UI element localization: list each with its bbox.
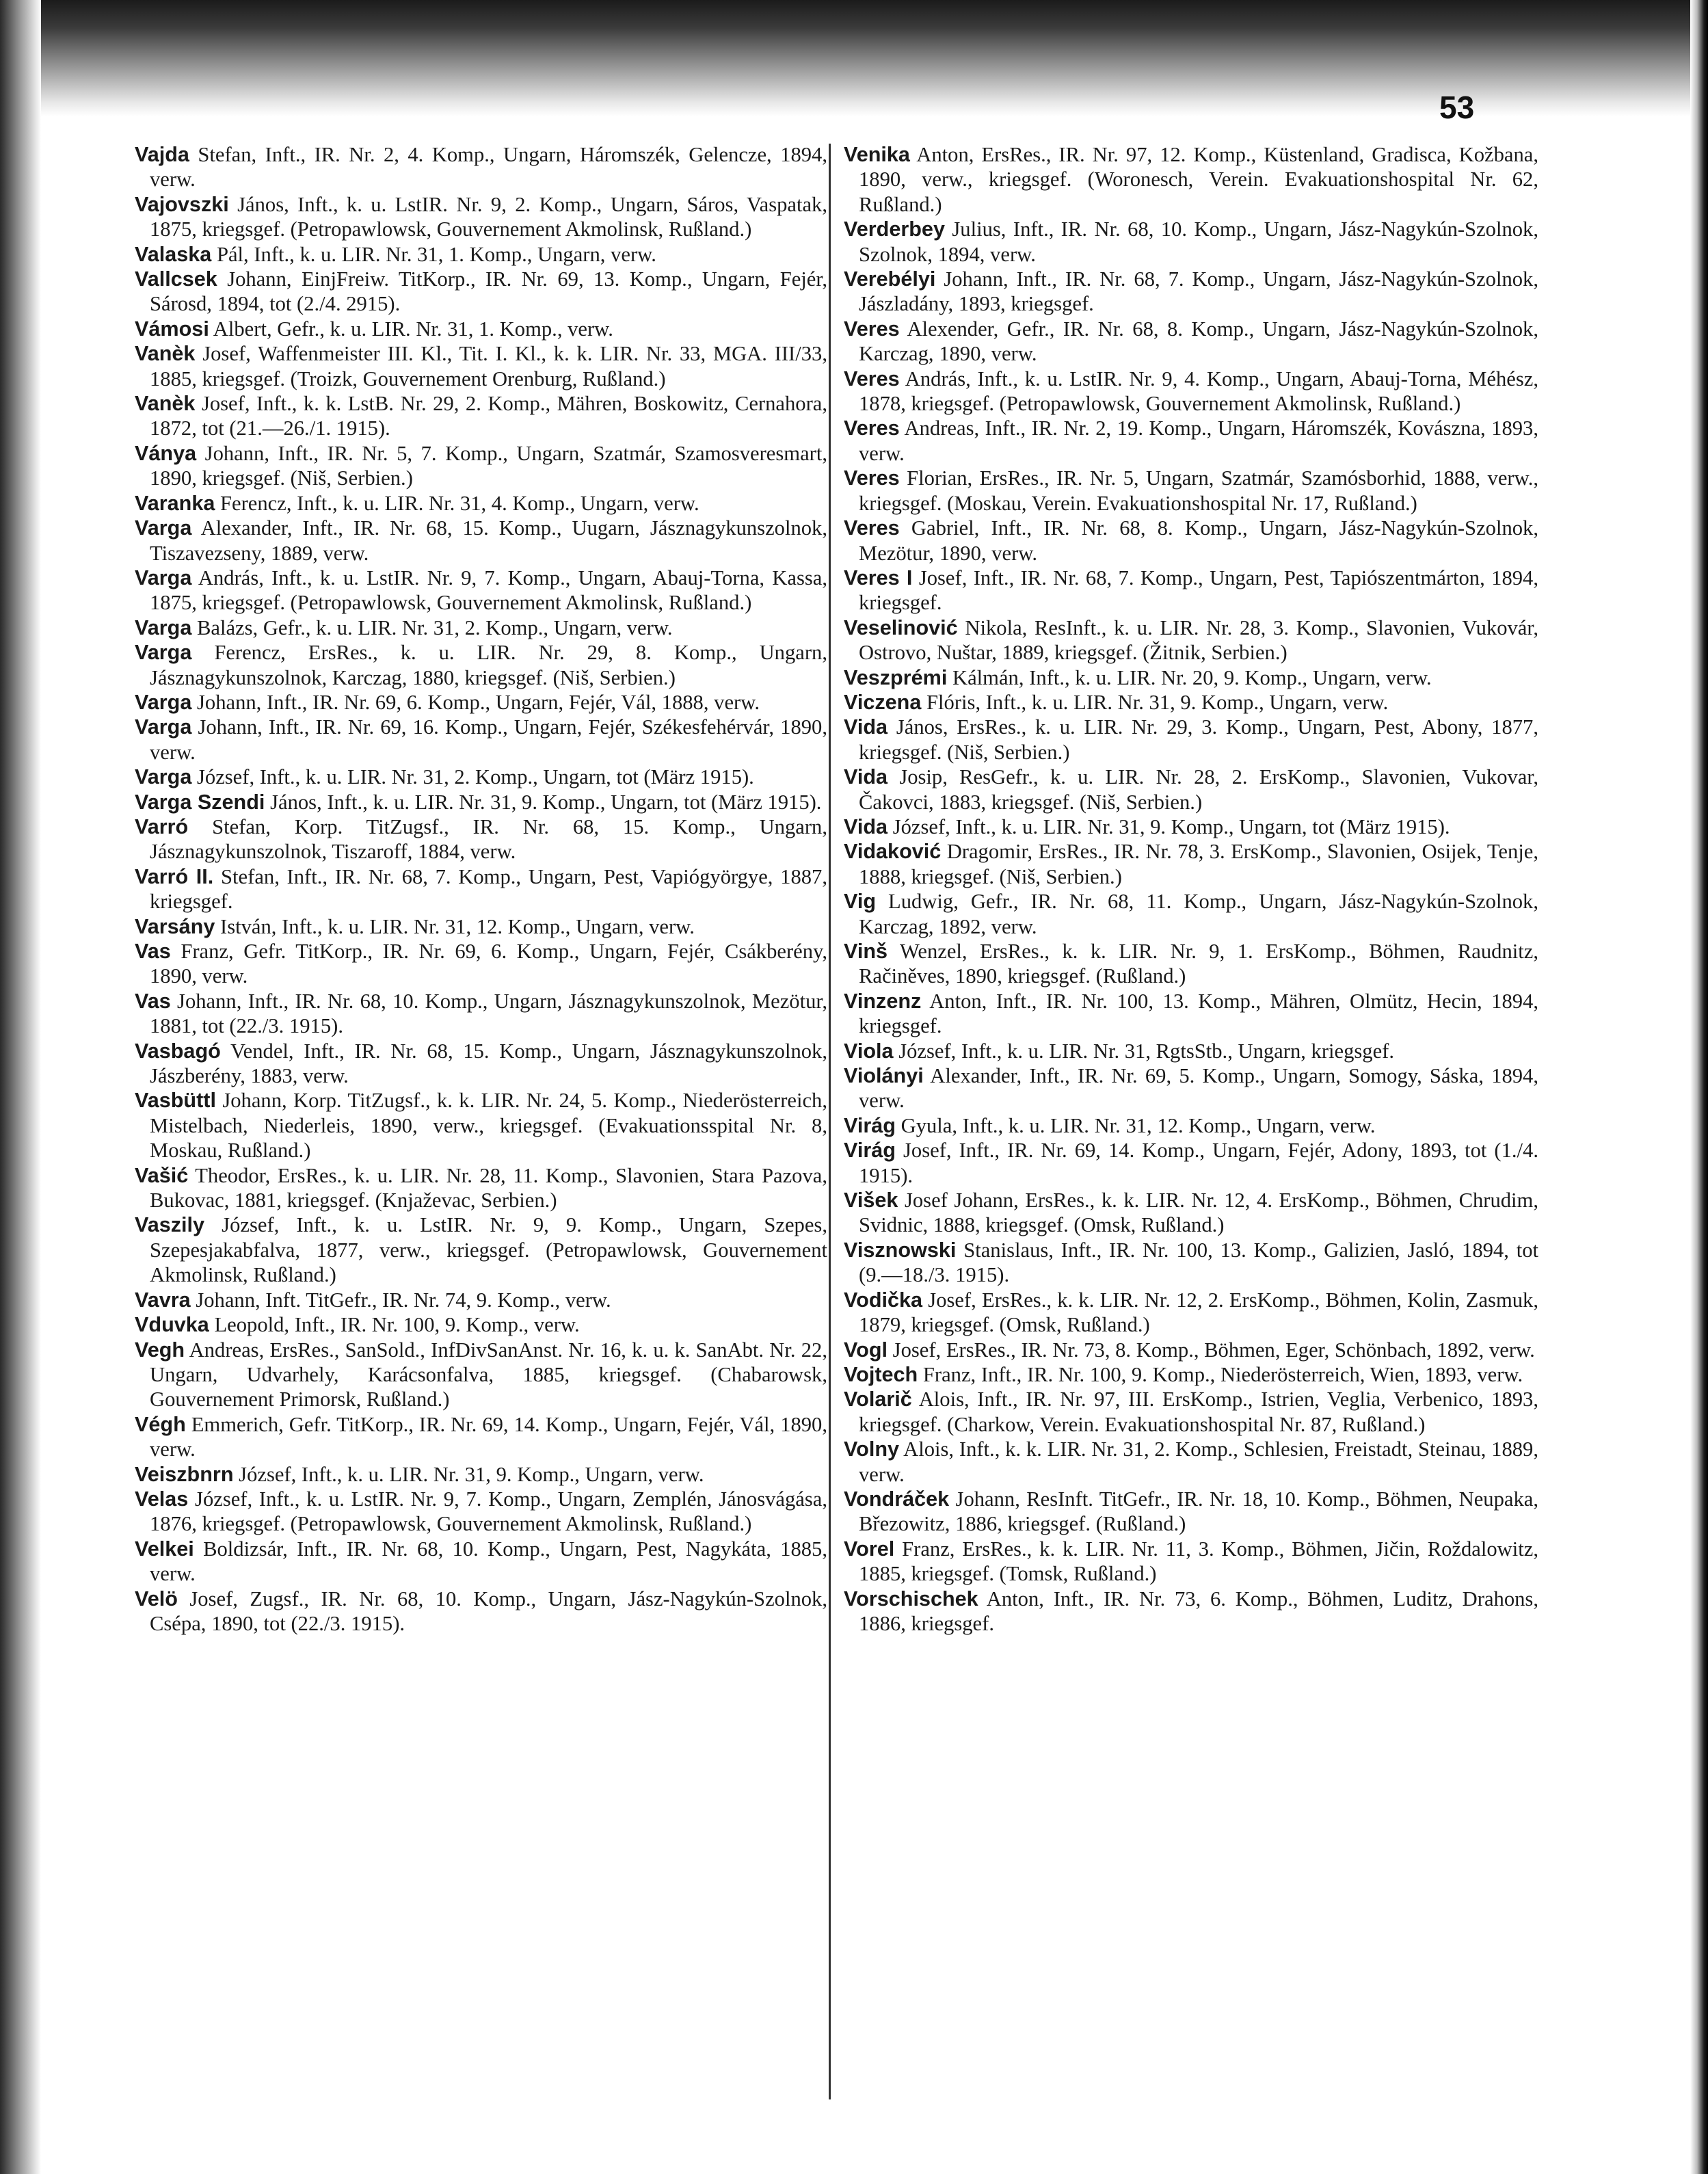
entry-details: József, Inft., k. u. LIR. Nr. 31, 9. Komp., Ungarn, verw.	[233, 1462, 704, 1486]
entry-surname: Vajovszki	[135, 192, 229, 216]
list-item	[135, 267, 827, 317]
list-item	[135, 615, 827, 640]
list-item	[135, 341, 827, 391]
entry-details: Balázs, Gefr., k. u. LIR. Nr. 31, 2. Komp., Ungarn, verw.	[191, 615, 673, 639]
entry-details: Andreas, ErsRes., SanSold., InfDivSanAnst. Nr. 16, k. u. k. SanAbt. Nr. 22, Ungarn, Udvarhely, Karácsonfalva, 1885, kriegsgef. (Chabarowsk, Gouvernement Primorsk, Rußland.)	[150, 1338, 827, 1411]
list-item	[844, 765, 1538, 814]
list-item	[844, 615, 1538, 665]
list-item	[135, 914, 827, 939]
entry-surname: Varga	[135, 715, 192, 739]
entry-details: Andreas, Inft., IR. Nr. 2, 19. Komp., Ungarn, Háromszék, Kovászna, 1893, verw.	[859, 416, 1538, 465]
entry-surname: Venika	[844, 143, 910, 166]
entry-details: Julius, Inft., IR. Nr. 68, 10. Komp., Ungarn, Jász-Nagykún-Szolnok, Szolnok, 1894, verw.	[859, 217, 1538, 266]
entry-surname: Varga Szendi	[135, 790, 265, 814]
list-item	[844, 1362, 1538, 1387]
list-item	[135, 690, 827, 715]
entry-surname: Veselinović	[844, 615, 958, 639]
entry-surname: Vogl	[844, 1338, 888, 1362]
list-item	[135, 765, 827, 789]
entry-surname: Vasbagó	[135, 1039, 221, 1063]
entry-surname: Veres	[844, 516, 900, 540]
entry-details: József, Inft., k. u. LstIR. Nr. 9, 9. Komp., Ungarn, Szepes, Szepesjakabfalva, 1877, verw., kriegsgef. (Petropawlowsk, Gouvernement Akmolinsk, Rußland.)	[150, 1213, 827, 1287]
entry-surname: Veres	[844, 367, 900, 390]
entry-details: Stefan, Korp. TitZugsf., IR. Nr. 68, 15. Komp., Ungarn, Jásznagykunszolnok, Tiszaroff, 1884, verw.	[150, 814, 827, 864]
entry-details: Josef Johann, ErsRes., k. k. LIR. Nr. 12, 4. ErsKomp., Böhmen, Chrudim, Svidnic, 1888, kriegsgef. (Omsk, Rußland.)	[859, 1189, 1538, 1237]
entry-details: Josef, Waffenmeister III. Kl., Tit. I. Kl., k. k. LIR. Nr. 33, MGA. III/33, 1885, kriegsgef. (Troizk, Gouvernement Orenburg, Rußland.)	[150, 342, 827, 390]
list-item	[844, 939, 1538, 989]
entry-surname: Vinš	[844, 940, 888, 963]
entry-details: Franz, ErsRes., k. k. LIR. Nr. 11, 3. Komp., Böhmen, Jičin, Roždalowitz, 1885, kriegsgef. (Tomsk, Rußland.)	[859, 1537, 1538, 1586]
entry-surname: Velkei	[135, 1537, 194, 1561]
entry-surname: Vas	[135, 940, 171, 963]
list-item	[844, 267, 1538, 317]
entry-surname: Verebélyi	[844, 267, 936, 291]
entry-details: Nikola, ResInft., k. u. LIR. Nr. 28, 3. Komp., Slavonien, Vukovár, Ostrovo, Nuštar, 1889, kriegsgef. (Žitnik, Serbien.)	[859, 615, 1538, 665]
entry-details: Albert, Gefr., k. u. LIR. Nr. 31, 1. Komp., verw.	[209, 317, 613, 341]
list-item	[844, 1039, 1538, 1063]
entry-surname: Varanka	[135, 491, 215, 515]
list-item	[844, 1537, 1538, 1587]
entry-details: Vendel, Inft., IR. Nr. 68, 15. Komp., Ungarn, Jásznagykunszolnok, Jászberény, 1883, verw.	[150, 1039, 827, 1088]
list-item	[135, 939, 827, 989]
list-item	[135, 1487, 827, 1537]
entry-surname: Virág	[844, 1139, 896, 1163]
list-item	[844, 665, 1538, 690]
list-item	[135, 989, 827, 1039]
list-item	[844, 566, 1538, 615]
entry-surname: Vajda	[135, 143, 189, 166]
entry-details: József, Inft., k. u. LIR. Nr. 31, RgtsStb., Ungarn, kriegsgef.	[893, 1039, 1395, 1063]
list-item	[844, 814, 1538, 839]
entry-details: József, Inft., k. u. LIR. Nr. 31, 2. Komp., Ungarn, tot (März 1915).	[191, 765, 754, 789]
entry-surname: Viczena	[844, 690, 922, 714]
entry-details: Alexander, Inft., IR. Nr. 69, 5. Komp., Ungarn, Somogy, Sáska, 1894, verw.	[859, 1064, 1538, 1113]
entry-details: István, Inft., k. u. LIR. Nr. 31, 12. Komp., Ungarn, verw.	[215, 914, 695, 938]
entry-surname: Valaska	[135, 242, 212, 266]
entry-surname: Verderbey	[844, 217, 945, 241]
entry-details: András, Inft., k. u. LstIR. Nr. 9, 4. Komp., Ungarn, Abauj-Torna, Méhész, 1878, kriegsgef. (Petropawlowsk, Gouvernement Akmolinsk, Rußland.)	[859, 367, 1538, 416]
entry-details: Johann, Inft., IR. Nr. 68, 10. Komp., Ungarn, Jásznagykunszolnok, Mezötur, 1881, tot (22./3. 1915).	[150, 989, 827, 1038]
list-item	[135, 566, 827, 615]
entry-details: Josef, ErsRes., k. k. LIR. Nr. 12, 2. ErsKomp., Böhmen, Kolin, Zasmuk, 1879, kriegsgef. (Omsk, Rußland.)	[859, 1288, 1538, 1337]
entry-details: Stanislaus, Inft., IR. Nr. 100, 13. Komp., Galizien, Jasló, 1894, tot (9.—18./3. 1915).	[859, 1238, 1538, 1287]
entry-surname: Virág	[844, 1113, 896, 1137]
list-item	[844, 367, 1538, 416]
entry-surname: Varga	[135, 516, 192, 540]
list-item	[844, 217, 1538, 267]
list-item	[135, 1039, 827, 1089]
entry-details: Josip, ResGefr., k. u. LIR. Nr. 28, 2. ErsKomp., Slavonien, Vukovar, Čakovci, 1883, kriegsgef. (Niš, Serbien.)	[859, 765, 1538, 814]
list-item	[135, 1338, 827, 1412]
list-item	[135, 192, 827, 242]
entry-details: András, Inft., k. u. LstIR. Nr. 9, 7. Komp., Ungarn, Abauj-Torna, Kassa, 1875, kriegsgef. (Petropawlowsk, Gouvernement Akmolinsk, Rußland.)	[150, 566, 827, 615]
entry-details: Stefan, Inft., IR. Nr. 68, 7. Komp., Ungarn, Pest, Vapiógyörgye, 1887, kriegsgef.	[150, 864, 827, 914]
entry-details: Johann, EinjFreiw. TitKorp., IR. Nr. 69, 13. Komp., Ungarn, Fejér, Sárosd, 1894, tot (2./4. 2915).	[150, 267, 827, 316]
entry-details: Kálmán, Inft., k. u. LIR. Nr. 20, 9. Komp., Ungarn, verw.	[947, 665, 1432, 689]
entry-surname: Vida	[844, 765, 888, 789]
entry-details: Johann, Inft., IR. Nr. 69, 16. Komp., Ungarn, Fejér, Székesfehérvár, 1890, verw.	[150, 715, 827, 764]
entry-surname: Varsány	[135, 914, 215, 938]
list-item	[135, 1537, 827, 1587]
list-item	[844, 1338, 1538, 1362]
entry-details: Josef, Inft., k. k. LstB. Nr. 29, 2. Komp., Mähren, Boskowitz, Cernahora, 1872, tot (21.—26./1. 1915).	[150, 392, 827, 440]
entry-surname: Vduvka	[135, 1313, 209, 1337]
entry-surname: Vanèk	[135, 392, 196, 416]
entry-details: Stefan, Inft., IR. Nr. 2, 4. Komp., Ungarn, Háromszék, Gelencze, 1894, verw.	[150, 143, 827, 191]
entry-surname: Vallcsek	[135, 267, 217, 291]
list-item	[135, 242, 827, 267]
entry-surname: Volarič	[844, 1388, 912, 1411]
list-item	[135, 1288, 827, 1312]
entry-surname: Vasbüttl	[135, 1089, 216, 1113]
scan-right-edge	[1690, 0, 1708, 2174]
entry-surname: Višek	[844, 1189, 898, 1212]
entry-surname: Veiszbnrn	[135, 1462, 234, 1486]
list-item	[844, 889, 1538, 939]
entry-surname: Varga	[135, 765, 192, 789]
entry-surname: Varró	[135, 814, 189, 838]
entry-details: Johann, Inft., IR. Nr. 5, 7. Komp., Ungarn, Szatmár, Szamosveresmart, 1890, kriegsgef. (Niš, Serbien.)	[150, 441, 827, 490]
entry-details: Ludwig, Gefr., IR. Nr. 68, 11. Komp., Ungarn, Jász-Nagykún-Szolnok, Karczag, 1892, verw.	[859, 890, 1538, 938]
list-item	[844, 1138, 1538, 1188]
entry-surname: Varga	[135, 641, 192, 665]
entry-details: Alois, Inft., k. k. LIR. Nr. 31, 2. Komp., Schlesien, Freistadt, Steinau, 1889, verw.	[859, 1437, 1538, 1486]
entry-details: János, ErsRes., k. u. LIR. Nr. 29, 3. Komp., Ungarn, Pest, Abony, 1877, kriegsgef. (Niš, Serbien.)	[859, 715, 1538, 764]
entry-details: József, Inft., k. u. LIR. Nr. 31, 9. Komp., Ungarn, tot (März 1915).	[888, 814, 1450, 838]
entry-details: Ferencz, ErsRes., k. u. LIR. Nr. 29, 8. Komp., Ungarn, Jásznagykunszolnok, Karczag, 1880, kriegsgef. (Niš, Serbien.)	[150, 641, 827, 689]
entry-surname: Varró II.	[135, 864, 214, 888]
list-item	[135, 391, 827, 441]
entry-surname: Vodička	[844, 1288, 923, 1312]
entry-details: Anton, ErsRes., IR. Nr. 97, 12. Komp., Küstenland, Gradisca, Kožbana, 1890, verw., kriegsgef. (Woronesch, Verein. Evakuationshospital Nr. 62, Rußland.)	[859, 143, 1538, 216]
entry-details: József, Inft., k. u. LstIR. Nr. 9, 7. Komp., Ungarn, Zemplén, Jánosvágása, 1876, kriegsgef. (Petropawlowsk, Gouvernement Akmolinsk, Rußland.)	[150, 1487, 827, 1536]
entry-surname: Vig	[844, 890, 877, 914]
entry-surname: Viola	[844, 1039, 894, 1063]
entry-details: János, Inft., k. u. LIR. Nr. 31, 9. Komp., Ungarn, tot (März 1915).	[265, 790, 822, 814]
entry-surname: Veres	[844, 317, 900, 341]
entry-details: Dragomir, ErsRes., IR. Nr. 78, 3. ErsKomp., Slavonien, Osijek, Tenje, 1888, kriegsgef. (Niš, Serbien.)	[859, 840, 1538, 888]
entry-details: Alexender, Gefr., IR. Nr. 68, 8. Komp., Ungarn, Jász-Nagykún-Szolnok, Karczag, 1890, verw.	[859, 317, 1538, 366]
entry-details: János, Inft., k. u. LstIR. Nr. 9, 2. Komp., Ungarn, Sáros, Vaspatak, 1875, kriegsgef. (Petropawlowsk, Gouvernement Akmolinsk, Rußland.)	[150, 192, 827, 241]
entry-surname: Velas	[135, 1487, 189, 1511]
list-item	[135, 814, 827, 864]
entry-surname: Vegh	[135, 1338, 185, 1362]
left-column	[135, 142, 827, 1636]
entry-details: Flóris, Inft., k. u. LIR. Nr. 31, 9. Komp., Ungarn, verw.	[921, 690, 1389, 714]
list-item	[135, 1412, 827, 1462]
list-item	[844, 989, 1538, 1039]
entry-surname: Vorel	[844, 1537, 895, 1561]
entry-surname: Vámosi	[135, 317, 209, 341]
entry-details: Theodor, ErsRes., k. u. LIR. Nr. 28, 11. Komp., Slavonien, Stara Pazova, Bukovac, 1881, kriegsgef. (Knjaževac, Serbien.)	[150, 1163, 827, 1212]
list-item	[135, 790, 827, 814]
list-item	[844, 1288, 1538, 1338]
entry-details: Pál, Inft., k. u. LIR. Nr. 31, 1. Komp., Ungarn, verw.	[211, 242, 656, 266]
list-item	[844, 690, 1538, 715]
entry-details: Leopold, Inft., IR. Nr. 100, 9. Komp., verw.	[209, 1313, 580, 1337]
entry-details: Gyula, Inft., k. u. LIR. Nr. 31, 12. Komp., Ungarn, verw.	[895, 1113, 1376, 1137]
page-number: 53	[1439, 90, 1475, 125]
list-item	[844, 1487, 1538, 1537]
list-item	[844, 1387, 1538, 1437]
entry-details: Johann, ResInft. TitGefr., IR. Nr. 18, 10. Komp., Böhmen, Neupaka, Březowitz, 1886, kriegsgef. (Rußland.)	[859, 1487, 1538, 1536]
list-item	[844, 142, 1538, 217]
list-item	[844, 1437, 1538, 1487]
entry-surname: Varga	[135, 566, 192, 589]
entry-details: Ferencz, Inft., k. u. LIR. Nr. 31, 4. Komp., Ungarn, verw.	[215, 491, 699, 515]
list-item	[844, 1188, 1538, 1238]
entry-details: Gabriel, Inft., IR. Nr. 68, 8. Komp., Ungarn, Jász-Nagykún-Szolnok, Mezötur, 1890, verw.	[859, 516, 1538, 565]
list-item	[135, 1212, 827, 1287]
list-item	[135, 516, 827, 566]
list-item	[135, 142, 827, 192]
entry-surname: Veres	[844, 416, 900, 440]
entry-surname: Vavra	[135, 1288, 191, 1312]
entry-details: Anton, Inft., IR. Nr. 73, 6. Komp., Böhmen, Luditz, Drahons, 1886, kriegsgef.	[859, 1587, 1538, 1635]
list-item	[844, 466, 1538, 516]
entry-surname: Visznowski	[844, 1238, 957, 1262]
scan-left-shadow	[0, 0, 41, 2174]
entry-surname: Vanèk	[135, 342, 196, 366]
entry-surname: Vida	[844, 715, 888, 739]
entry-surname: Varga	[135, 690, 192, 714]
entry-surname: Vaszily	[135, 1213, 205, 1237]
list-item	[844, 1587, 1538, 1636]
entry-details: Josef, Zugsf., IR. Nr. 68, 10. Komp., Ungarn, Jász-Nagykún-Szolnok, Csépa, 1890, tot (22./3. 1915).	[150, 1587, 827, 1635]
list-item	[135, 1462, 827, 1487]
entry-details: Johann, Inft. TitGefr., IR. Nr. 74, 9. Komp., verw.	[190, 1288, 611, 1312]
entry-details: Josef, Inft., IR. Nr. 68, 7. Komp., Ungarn, Pest, Tapiószentmárton, 1894, kriegsgef.	[859, 566, 1538, 615]
list-item	[844, 416, 1538, 466]
entry-details: Florian, ErsRes., IR. Nr. 5, Ungarn, Szatmár, Szamósborhid, 1888, verw., kriegsgef. (Moskau, Verein. Evakuationshospital Nr. 17, Rußland.)	[859, 466, 1538, 515]
entry-surname: Vorschischek	[844, 1587, 978, 1610]
entry-surname: Veszprémi	[844, 665, 948, 689]
column-divider	[829, 144, 831, 2099]
entry-surname: Violányi	[844, 1064, 924, 1088]
list-item	[844, 1238, 1538, 1288]
entry-details: Boldizsár, Inft., IR. Nr. 68, 10. Komp., Ungarn, Pest, Nagykáta, 1885, verw.	[150, 1537, 827, 1586]
list-item	[135, 864, 827, 914]
entry-surname: Vas	[135, 989, 171, 1013]
entry-details: Johann, Korp. TitZugsf., k. k. LIR. Nr. 24, 5. Komp., Niederösterreich, Mistelbach, Niederleis, 1890, verw., kriegsgef. (Evakuationsspital Nr. 8, Moskau, Rußland.)	[150, 1089, 827, 1163]
list-item	[844, 715, 1538, 765]
entry-details: Wenzel, ErsRes., k. k. LIR. Nr. 9, 1. ErsKomp., Böhmen, Raudnitz, Račiněves, 1890, kriegsgef. (Rußland.)	[859, 940, 1538, 988]
list-item	[135, 317, 827, 341]
entry-details: Franz, Inft., IR. Nr. 100, 9. Komp., Niederösterreich, Wien, 1893, verw.	[918, 1362, 1523, 1386]
entry-details: Johann, Inft., IR. Nr. 69, 6. Komp., Ungarn, Fejér, Vál, 1888, verw.	[191, 690, 760, 714]
entry-surname: Vašić	[135, 1163, 189, 1187]
entry-details: Josef, Inft., IR. Nr. 69, 14. Komp., Ungarn, Fejér, Adony, 1893, tot (1./4. 1915).	[859, 1139, 1538, 1187]
entry-surname: Varga	[135, 615, 192, 639]
entry-details: Alois, Inft., IR. Nr. 97, III. ErsKomp., Istrien, Veglia, Verbenico, 1893, kriegsgef. (Charkow, Verein. Evakuationshospital Nr. 87, Rußland.)	[859, 1388, 1538, 1436]
entry-surname: Volny	[844, 1437, 900, 1461]
entry-details: Josef, ErsRes., IR. Nr. 73, 8. Komp., Böhmen, Eger, Schönbach, 1892, verw.	[888, 1338, 1535, 1362]
entry-details: Johann, Inft., IR. Nr. 68, 7. Komp., Ungarn, Jász-Nagykún-Szolnok, Jászladány, 1893, kriegsgef.	[859, 267, 1538, 316]
list-item	[135, 1312, 827, 1337]
list-item	[135, 715, 827, 765]
entry-surname: Vida	[844, 814, 888, 838]
list-item	[135, 1088, 827, 1163]
entry-surname: Végh	[135, 1412, 186, 1436]
list-item	[844, 317, 1538, 367]
entry-details: Emmerich, Gefr. TitKorp., IR. Nr. 69, 14. Komp., Ungarn, Fejér, Vál, 1890, verw.	[150, 1412, 827, 1461]
list-item	[844, 1113, 1538, 1138]
list-item	[135, 1587, 827, 1636]
entry-surname: Ványa	[135, 441, 197, 465]
entry-surname: Vidaković	[844, 840, 942, 864]
right-column	[844, 142, 1538, 1636]
entry-details: Alexander, Inft., IR. Nr. 68, 15. Komp., Uugarn, Jásznagykunszolnok, Tiszavezseny, 1889, verw.	[150, 516, 827, 565]
entry-details: Anton, Inft., IR. Nr. 100, 13. Komp., Mähren, Olmütz, Hecin, 1894, kriegsgef.	[859, 989, 1538, 1038]
entry-surname: Vojtech	[844, 1362, 918, 1386]
list-item	[844, 516, 1538, 566]
entry-details: Franz, Gefr. TitKorp., IR. Nr. 69, 6. Komp., Ungarn, Fejér, Csákberény, 1890, verw.	[150, 940, 827, 988]
list-item	[135, 491, 827, 516]
list-item	[135, 640, 827, 690]
list-item	[135, 441, 827, 491]
list-item	[135, 1163, 827, 1213]
entry-surname: Vondráček	[844, 1487, 950, 1511]
entry-surname: Veres	[844, 466, 900, 490]
entry-surname: Velö	[135, 1587, 178, 1610]
entry-surname: Vinzenz	[844, 989, 922, 1013]
entry-surname: Veres I	[844, 566, 913, 589]
list-item	[844, 1063, 1538, 1113]
list-item	[844, 839, 1538, 889]
